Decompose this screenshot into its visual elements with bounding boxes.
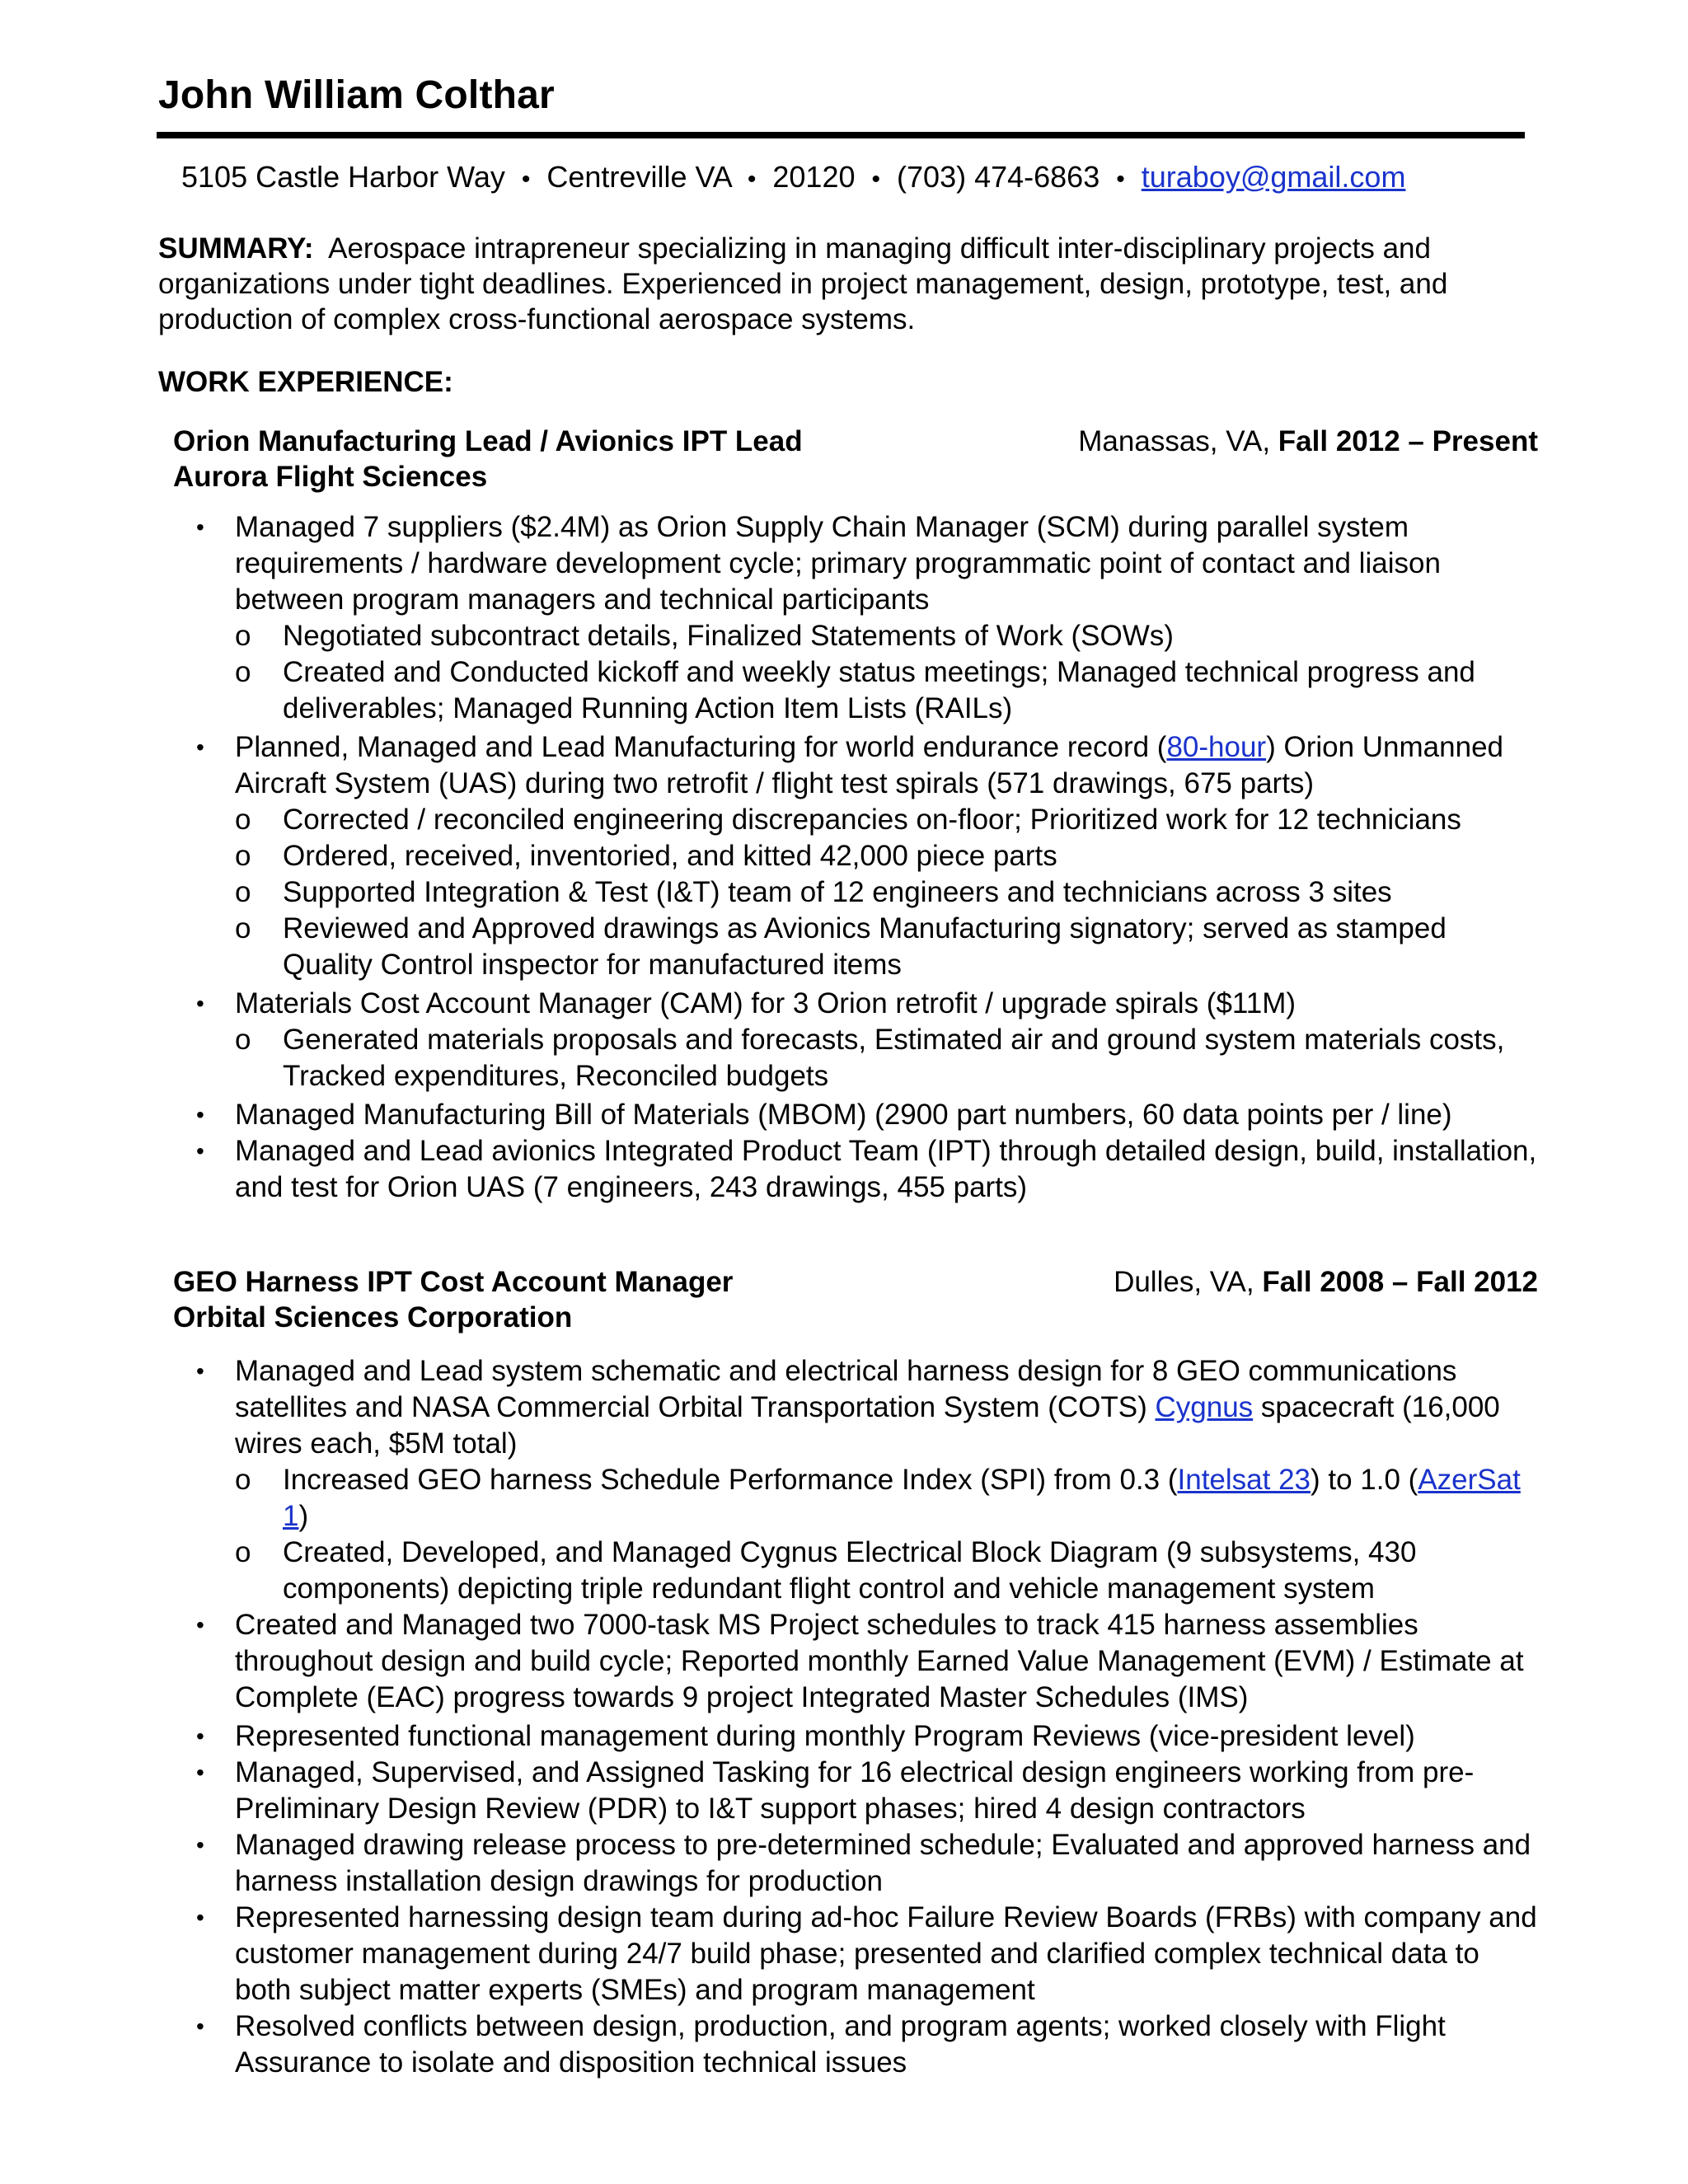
summary-label: SUMMARY: [158, 232, 314, 265]
bullet-icon: • [196, 734, 204, 760]
sub-bullet-icon: o [235, 840, 251, 872]
sub-item-text: Reviewed and Approved drawings as Avionics Manufacturing signatory; served as stamped Quality Control inspector for manufactured items [283, 912, 1447, 981]
sub-bullet-icon: o [235, 656, 251, 688]
resume-name: John William Colthar [158, 73, 555, 117]
item-text: Managed, Supervised, and Assigned Tasking for 16 electrical design engineers working from pre-Preliminary Design Review (PDR) to I&T support phases; hired 4 design contractors [235, 1756, 1475, 1825]
item-text: Created and Managed two 7000-task MS Project schedules to track 415 harness assemblies throughout design and build cycle; Reported monthly Earned Value Management (EVM) / Estimate at Complete (EAC) progress towards 9 project Integrated Master Schedules (IMS) [235, 1609, 1524, 1713]
summary-section [158, 231, 1543, 337]
item-text: Planned, Managed and Lead Manufacturing for world endurance record ( [235, 731, 1167, 763]
item-text: Managed and Lead system schematic and electrical harness design for 8 GEO communications satellites and NASA Commercial Orbital Transportation System (COTS) [235, 1355, 1457, 1423]
bullet-icon: • [196, 1832, 204, 1858]
bullet-icon: • [196, 1612, 204, 1638]
sub-list-item [173, 1535, 1541, 1607]
sub-item-text: Ordered, received, inventoried, and kitted 42,000 piece parts [283, 840, 1057, 872]
bullet-icon: • [196, 1760, 204, 1785]
bullet-icon: • [196, 2013, 204, 2039]
sub-bullet-icon: o [235, 1536, 251, 1568]
bullet-icon: • [196, 1723, 204, 1749]
item-text: Materials Cost Account Manager (CAM) for 3 Orion retrofit / upgrade spirals ($11M) [235, 987, 1296, 1019]
address: 5105 Castle Harbor Way [181, 160, 505, 194]
item-text: Managed Manufacturing Bill of Materials (MBOM) (2900 part numbers, 60 data points per / line) [235, 1099, 1452, 1131]
job-company: Aurora Flight Sciences [173, 461, 488, 493]
sub-list-item [173, 1022, 1541, 1094]
sub-item-text: ) to 1.0 ( [1311, 1464, 1418, 1496]
sub-item-text: Supported Integration & Test (I&T) team of 12 engineers and technicians across 3 sites [283, 876, 1392, 908]
work-experience-heading: WORK EXPERIENCE: [158, 366, 453, 398]
link-intelsat-23[interactable]: Intelsat 23 [1177, 1464, 1311, 1496]
list-item [173, 1097, 1541, 1133]
separator-dot: • [747, 166, 757, 193]
item-text: spacecraft (16,000 wires each, $5M total) [235, 1391, 1500, 1460]
item-text: Managed and Lead avionics Integrated Product Team (IPT) through detailed design, build, installation, and test for Orion UAS (7 engineers, 243 drawings, 455 parts) [235, 1135, 1537, 1203]
sub-list-item [173, 618, 1541, 654]
job-header [173, 424, 1538, 494]
item-text: Represented harnessing design team during ad-hoc Failure Review Boards (FRBs) with company and customer management during 24/7 build phase; presented and clarified complex technical data to both subject matter experts (SMEs) and program management [235, 1901, 1537, 2006]
bullet-icon: • [196, 514, 204, 540]
sub-item-text: Corrected / reconciled engineering discrepancies on-floor; Prioritized work for 12 technicians [283, 804, 1461, 836]
list-item [173, 986, 1541, 1022]
job-location: Dulles, VA, [1114, 1266, 1254, 1298]
list-item [173, 729, 1541, 802]
job-bullet-list [173, 1353, 1541, 2081]
contact-line [181, 160, 1533, 194]
sub-item-text: Created and Conducted kickoff and weekly status meetings; Managed technical progress and deliverables; Managed Running Action Item Lists (RAILs) [283, 656, 1475, 724]
item-text: Resolved conflicts between design, production, and program agents; worked closely with Flight Assurance to isolate and disposition technical issues [235, 2010, 1446, 2079]
job-header [173, 1264, 1538, 1335]
job-title: Orion Manufacturing Lead / Avionics IPT Lead [173, 425, 803, 457]
sub-bullet-icon: o [235, 876, 251, 908]
sub-item-text: ) [298, 1500, 309, 1532]
link-cygnus[interactable]: Cygnus [1155, 1391, 1254, 1423]
sub-list-item [173, 874, 1541, 911]
list-item [173, 1718, 1541, 1755]
sub-list-item [173, 654, 1541, 727]
list-item [173, 1133, 1541, 1206]
phone: (703) 474-6863 [897, 160, 1100, 194]
list-item [173, 1607, 1541, 1716]
zip: 20120 [772, 160, 856, 194]
separator-dot: • [521, 166, 531, 193]
link-azersat-1[interactable]: AzerSat 1 [283, 1464, 1521, 1532]
sub-item-text: Generated materials proposals and forecasts, Estimated air and ground system materials costs, Tracked expenditures, Reconciled budgets [283, 1024, 1505, 1092]
job-title: GEO Harness IPT Cost Account Manager [173, 1266, 734, 1298]
job-dates: Fall 2008 – Fall 2012 [1262, 1266, 1538, 1298]
sub-item-text: Created, Developed, and Managed Cygnus Electrical Block Diagram (9 subsystems, 430 components) depicting triple redundant flight control and vehicle management system [283, 1536, 1417, 1605]
job-location-dates [1114, 1264, 1538, 1300]
bullet-icon: • [196, 1102, 204, 1127]
bullet-icon: • [196, 1358, 204, 1384]
bullet-icon: • [196, 1905, 204, 1930]
sub-list-item [173, 911, 1541, 983]
link-80-hour[interactable]: 80-hour [1166, 731, 1267, 763]
list-item [173, 509, 1541, 618]
list-item [173, 1900, 1541, 2008]
item-text: Managed drawing release process to pre-determined schedule; Evaluated and approved harness and harness installation design drawings for production [235, 1829, 1531, 1897]
city: Centreville VA [546, 160, 731, 194]
sub-bullet-icon: o [235, 912, 251, 944]
email-link[interactable]: turaboy@gmail.com [1141, 160, 1406, 194]
sub-item-text: Negotiated subcontract details, Finalized Statements of Work (SOWs) [283, 620, 1174, 652]
job-location-dates [1078, 424, 1538, 459]
separator-dot: • [1116, 166, 1125, 193]
job-bullet-list [173, 509, 1541, 1206]
list-item [173, 1755, 1541, 1827]
item-text: Managed 7 suppliers ($2.4M) as Orion Supply Chain Manager (SCM) during parallel system requirements / hardware development cycle; primary programmatic point of contact and liaison between program managers and technical participants [235, 511, 1441, 616]
sub-list-item [173, 1462, 1541, 1535]
job-company: Orbital Sciences Corporation [173, 1301, 573, 1333]
sub-bullet-icon: o [235, 620, 251, 652]
sub-list-item [173, 802, 1541, 838]
job-location: Manassas, VA, [1078, 425, 1271, 457]
summary-text: Aerospace intrapreneur specializing in managing difficult inter-disciplinary projects and organizations under tight deadlines. Experienced in project management, design, prototype, test, and production of complex cross-functional aerospace systems. [158, 232, 1448, 335]
sub-bullet-icon: o [235, 1464, 251, 1496]
list-item [173, 1827, 1541, 1900]
sub-list-item [173, 838, 1541, 874]
sub-bullet-icon: o [235, 1024, 251, 1056]
list-item [173, 1353, 1541, 1462]
header-rule [157, 132, 1525, 138]
list-item [173, 2008, 1541, 2081]
job-dates: Fall 2012 – Present [1278, 425, 1538, 457]
item-text: ) Orion Unmanned Aircraft System (UAS) during two retrofit / flight test spirals (571 drawings, 675 parts) [235, 731, 1504, 799]
bullet-icon: • [196, 991, 204, 1016]
sub-bullet-icon: o [235, 804, 251, 836]
separator-dot: • [871, 166, 881, 193]
bullet-icon: • [196, 1138, 204, 1164]
sub-item-text: Increased GEO harness Schedule Performance Index (SPI) from 0.3 ( [283, 1464, 1178, 1496]
item-text: Represented functional management during monthly Program Reviews (vice-president level) [235, 1720, 1415, 1752]
